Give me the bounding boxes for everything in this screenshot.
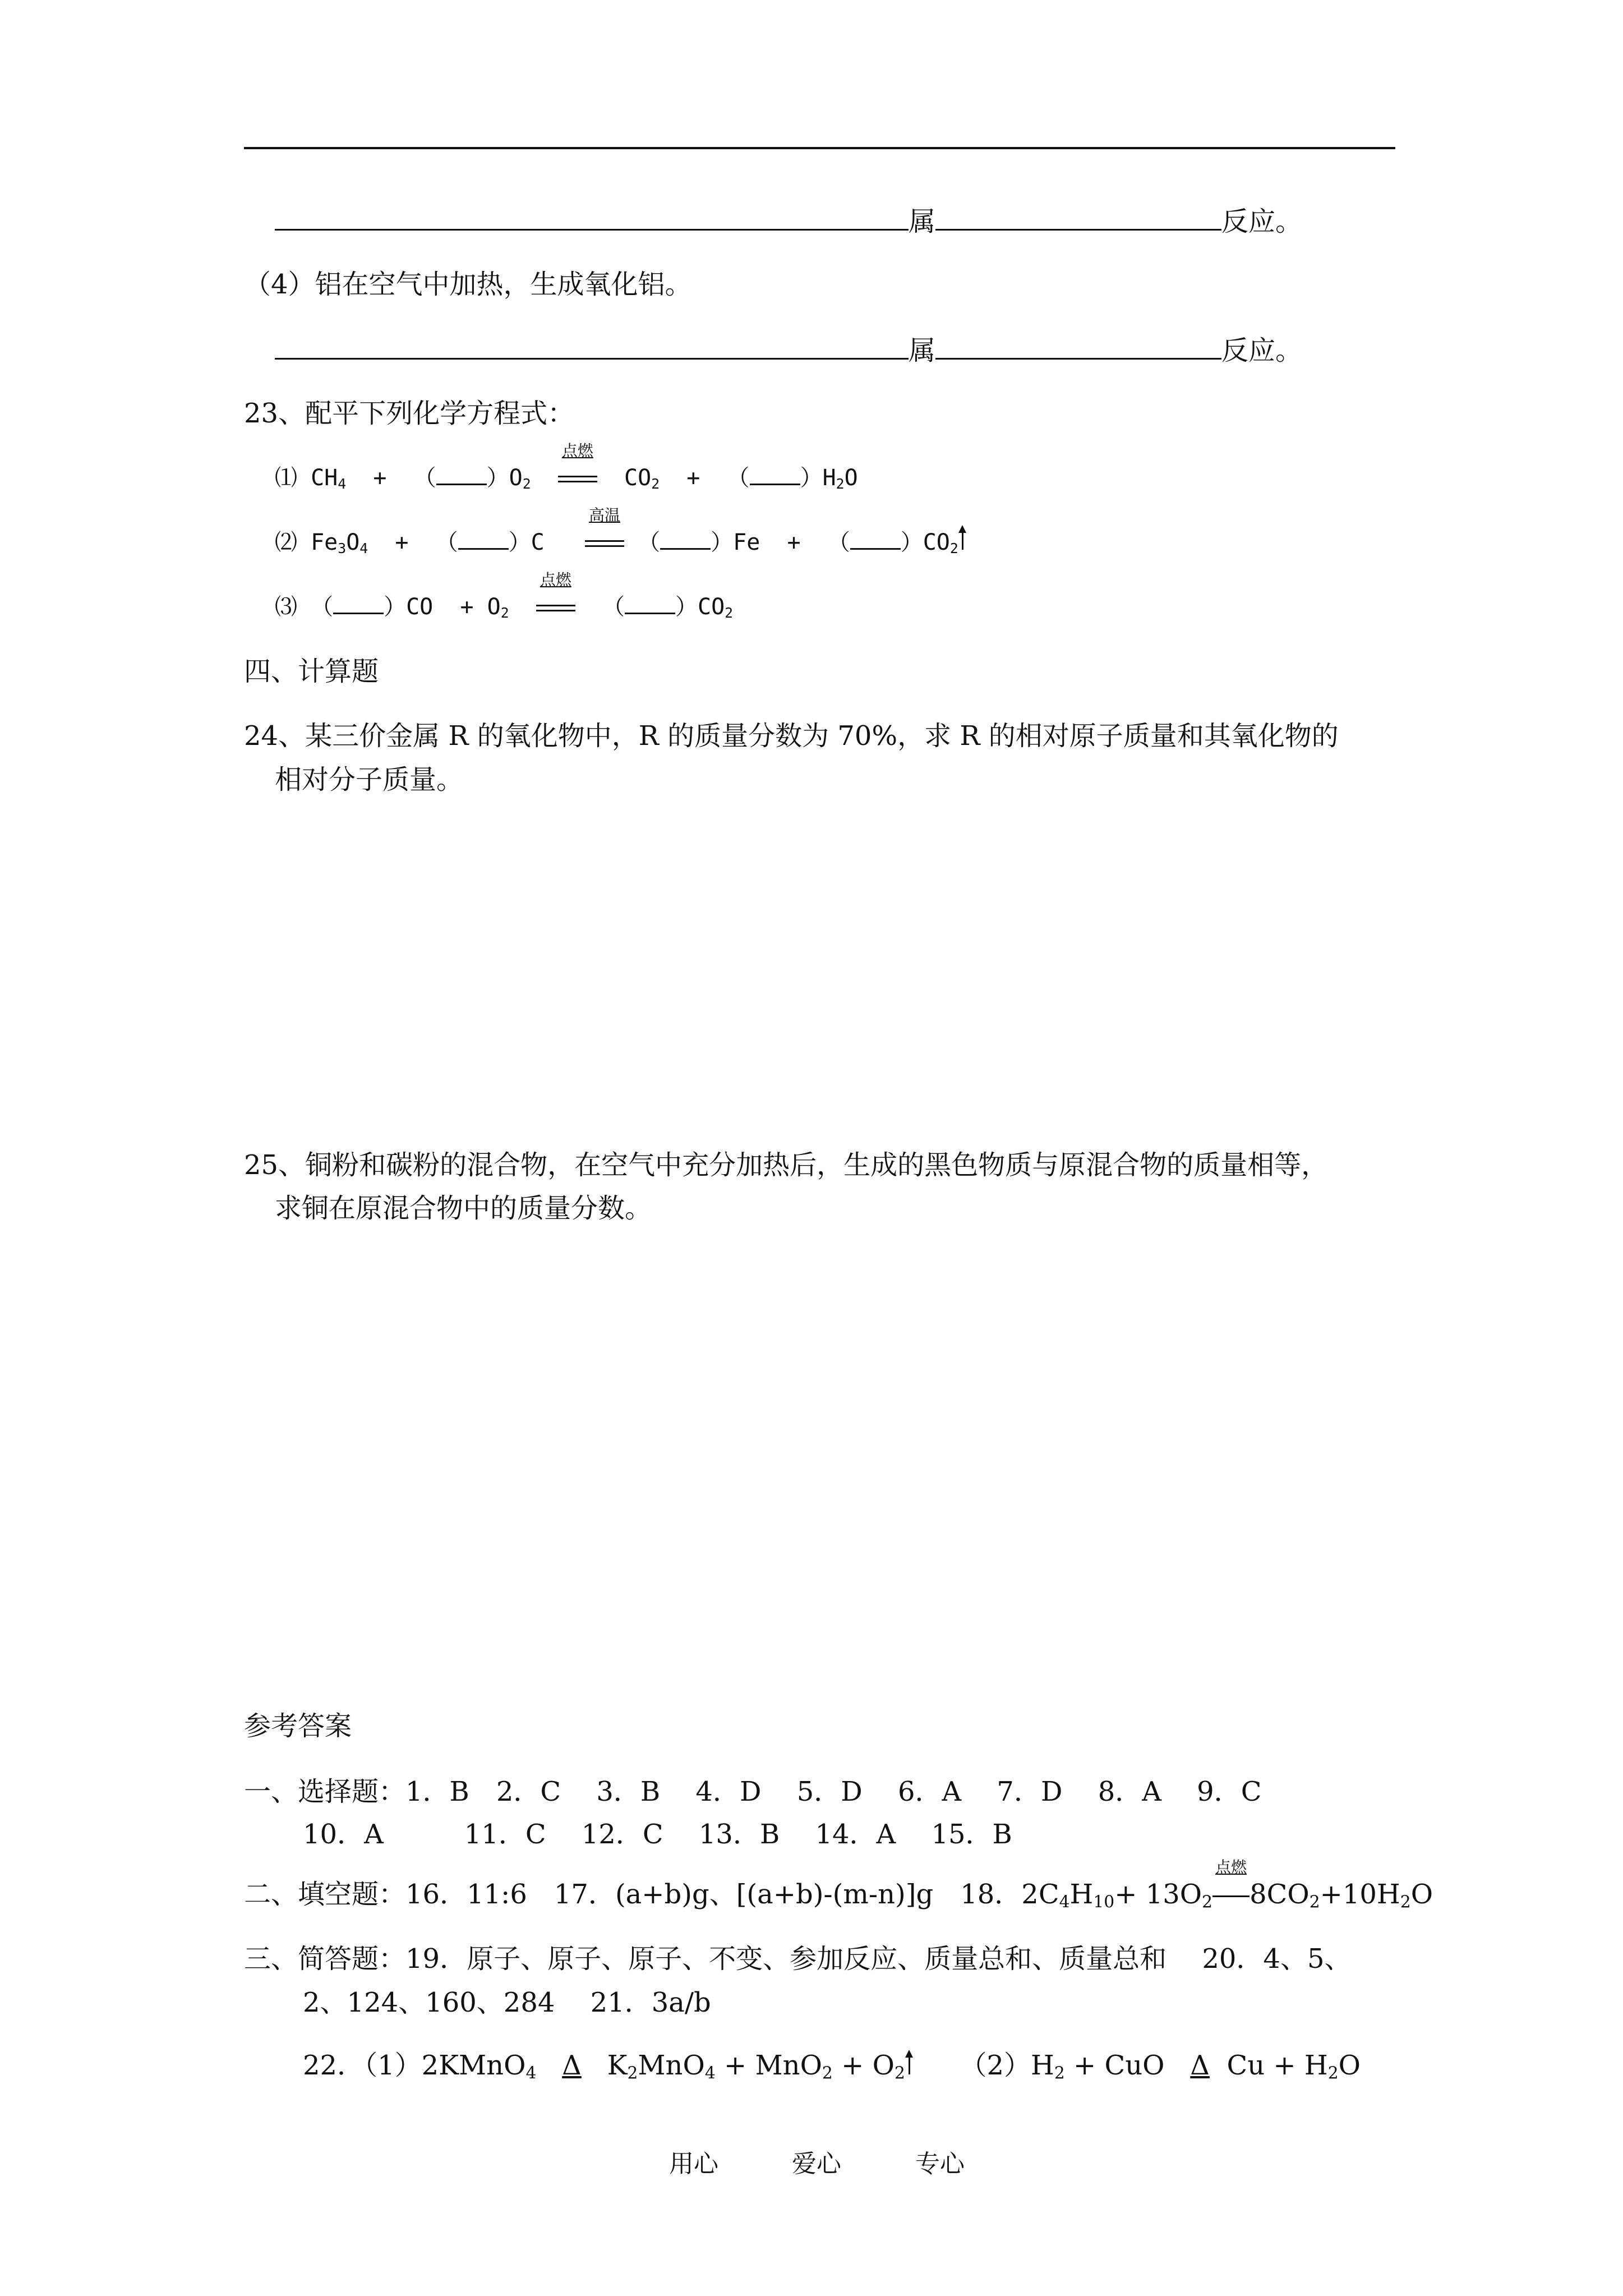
- condition-label: 点燃: [561, 441, 593, 460]
- formula: CO: [923, 530, 950, 555]
- formula: CH: [311, 465, 338, 491]
- formula: CO: [406, 594, 434, 620]
- plus-sign: +: [460, 594, 474, 620]
- heat-symbol: Δ: [1190, 2050, 1210, 2081]
- answer-text: K: [607, 2050, 628, 2081]
- shu-label: 属: [909, 335, 936, 366]
- answer-blank: [275, 331, 909, 360]
- subscript: 2: [627, 2063, 638, 2083]
- fanying-label: 反应。: [1221, 335, 1303, 366]
- fill-text: H: [1069, 1879, 1094, 1910]
- coefficient-blank: [436, 463, 487, 485]
- fill-text: + 13O: [1114, 1879, 1202, 1910]
- equation-2: ⑵ $Fe_3O_4$ + （ ）C 高温 （ ）Fe + （ ）$CO_2$: [275, 524, 962, 560]
- q25-line1: 25、铜粉和碳粉的混合物，在空气中充分加热后，生成的黑色物质与原混合物的质量相等，: [244, 1149, 1329, 1181]
- q22-part4-text: （4）铝在空气中加热，生成氧化铝。: [244, 269, 692, 300]
- formula: C: [531, 530, 545, 555]
- subscript: 4: [1059, 1892, 1070, 1912]
- answer-text: Cu + H: [1227, 2050, 1328, 2081]
- eq-number: ⑵: [275, 530, 297, 555]
- reaction-condition: [1212, 1858, 1249, 1912]
- reaction-condition: [536, 570, 575, 625]
- reaction-type-blank: [935, 202, 1221, 231]
- line: [1212, 1895, 1249, 1897]
- formula: O: [487, 594, 501, 620]
- subscript: 2: [1202, 1892, 1213, 1912]
- answers-q22-line: [303, 2047, 1361, 2083]
- answer-text: （2）H: [960, 2050, 1054, 2081]
- subscript: 2: [949, 540, 958, 557]
- subscript: 2: [725, 605, 734, 622]
- equation-1: ⑴ $CH_4$ + （ ）$O_2$ 点燃 $CO_2$ + （ ）$H_2O$: [275, 460, 858, 496]
- plus-sign: +: [395, 530, 409, 555]
- coefficient-blank: [458, 528, 509, 550]
- subscript: 2: [1400, 1892, 1411, 1912]
- condition-label: 点燃: [540, 570, 571, 589]
- subscript: 2: [1054, 2063, 1065, 2083]
- coefficient-blank: [333, 592, 384, 614]
- subscript: 2: [522, 476, 531, 493]
- answer-text: 22．（1）2KMnO: [303, 2050, 526, 2081]
- coefficient-blank: [750, 463, 800, 485]
- answer-text: + CuO: [1073, 2050, 1165, 2081]
- subscript: 2: [894, 2063, 905, 2083]
- answers-short-line2: 2、124、160、284 21．3a/b: [303, 1987, 711, 2018]
- coefficient-blank: [660, 528, 711, 550]
- fill-text: O: [1410, 1879, 1433, 1910]
- fill-text: 8CO: [1249, 1879, 1310, 1910]
- answers-fill-line: [244, 1858, 1433, 1912]
- formula: CO: [698, 594, 725, 620]
- formula: Fe: [311, 530, 338, 555]
- reaction-condition: [1190, 2047, 1210, 2083]
- coefficient-blank: [625, 592, 675, 614]
- double-line: [585, 540, 624, 547]
- equation-3: ⑶ （ ）$CO + O_2$ 点燃 （ ）$CO_2$: [275, 589, 733, 625]
- formula: O: [346, 530, 360, 555]
- shu-label: 属: [909, 206, 936, 237]
- subscript: 4: [359, 540, 368, 557]
- answers-title: 参考答案: [244, 1710, 352, 1742]
- double-line: [558, 476, 597, 482]
- footer-word-2: 爱心: [792, 2150, 841, 2178]
- condition-label: 高温: [589, 506, 621, 524]
- q23-title: 23、配平下列化学方程式：: [244, 398, 575, 429]
- eq-number: ⑶: [275, 594, 297, 620]
- q24-line2: 相对分子质量。: [275, 764, 464, 795]
- subscript: 2: [1309, 1892, 1320, 1912]
- subscript: 3: [338, 540, 347, 557]
- subscript: 4: [338, 476, 347, 493]
- coefficient-blank: [850, 528, 901, 550]
- fill-text: 二、填空题：16．11:6 17．(a+b)g、[(a+b)-(m-n)]g 18．2C: [244, 1879, 1059, 1910]
- condition-label: 点燃: [1215, 1858, 1247, 1876]
- answers-short-line1: 三、简答题：19．原子、原子、原子、不变、参加反应、质量总和、质量总和 20．4、5、: [244, 1943, 1352, 1975]
- answer-text: + O: [841, 2050, 895, 2081]
- plus-sign: +: [373, 465, 387, 491]
- q22-part4-answer-line: [275, 331, 1302, 369]
- footer-word-1: 用心: [669, 2150, 718, 2178]
- answers-choice-line1: 一、选择题：1．B 2．C 3．B 4．D 5．D 6．A 7．D 8．A 9．C: [244, 1776, 1262, 1807]
- subscript: 4: [525, 2063, 537, 2083]
- answer-text: + MnO: [724, 2050, 822, 2081]
- subscript: 2: [500, 605, 509, 622]
- q24-line1: 24、某三价金属 R 的氧化物中，R 的质量分数为 70%，求 R 的相对原子质量和其氧化物的: [244, 720, 1339, 752]
- answers-choice-line2: 10．A 11．C 12．C 13．B 14．A 15．B: [303, 1819, 1012, 1850]
- formula: H: [822, 465, 836, 491]
- reaction-type-blank: [935, 331, 1221, 360]
- answer-text: O: [1338, 2050, 1361, 2081]
- q25-line2: 求铜在原混合物中的质量分数。: [275, 1193, 652, 1224]
- fanying-label: 反应。: [1221, 206, 1303, 237]
- q22-part3-answer-line: [275, 202, 1302, 240]
- subscript: 10: [1093, 1892, 1115, 1912]
- header-rule: [244, 147, 1395, 149]
- answer-text: MnO: [638, 2050, 705, 2081]
- heat-symbol: Δ: [562, 2050, 582, 2081]
- subscript: 2: [651, 476, 660, 493]
- footer-word-3: 专心: [915, 2150, 965, 2178]
- fill-text: +10H: [1320, 1879, 1400, 1910]
- plus-sign: +: [686, 465, 700, 491]
- subscript: 2: [822, 2063, 833, 2083]
- subscript: 2: [1327, 2063, 1339, 2083]
- eq-number: ⑴: [275, 465, 297, 491]
- plus-sign: +: [787, 530, 801, 555]
- formula: CO: [624, 465, 652, 491]
- subscript: 2: [836, 476, 845, 493]
- double-line: [536, 605, 575, 611]
- answer-blank: [275, 202, 909, 231]
- reaction-condition: [585, 506, 624, 560]
- formula: Fe: [733, 530, 760, 555]
- subscript: 4: [704, 2063, 716, 2083]
- formula: O: [844, 465, 858, 491]
- reaction-condition: [558, 441, 597, 496]
- reaction-condition: [562, 2047, 582, 2083]
- section4-title: 四、计算题: [244, 656, 379, 687]
- formula: O: [509, 465, 523, 491]
